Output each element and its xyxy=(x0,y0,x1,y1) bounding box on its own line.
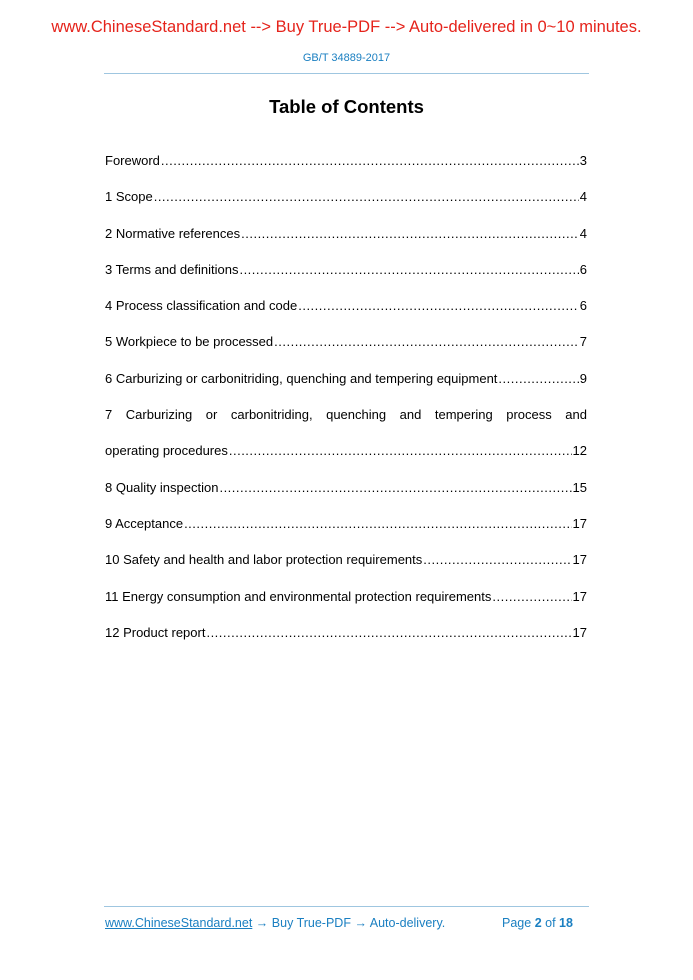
dot-leader xyxy=(161,151,579,171)
toc-entry-page: 15 xyxy=(572,479,587,495)
toc-entry-label: 5 Workpiece to be processed xyxy=(105,334,274,350)
toc-entry-acceptance[interactable] xyxy=(105,514,587,550)
toc-entry-label: 3 Terms and definitions xyxy=(105,261,239,277)
toc-entry-workpiece[interactable] xyxy=(105,332,587,368)
toc-entry-page: 4 xyxy=(579,225,587,241)
toc-entry-terms-definitions[interactable] xyxy=(105,260,587,296)
footer-buy-text: Buy True-PDF xyxy=(271,916,351,930)
page-label: Page xyxy=(502,916,532,930)
header-banner[interactable]: www.ChineseStandard.net --> Buy True-PDF --> Auto-delivered in 0~10 minutes. xyxy=(51,18,642,36)
toc-entry-label: 11 Energy consumption and environmental protection requirements xyxy=(105,588,492,604)
toc-entry-label: 4 Process classification and code xyxy=(105,298,298,314)
toc-entry-label: operating procedures xyxy=(105,443,228,459)
dot-leader xyxy=(423,550,571,570)
toc-entry-label: 12 Product report xyxy=(105,624,206,640)
page-indicator xyxy=(502,916,573,930)
toc-entry-label: 6 Carburizing or carbonitriding, quenching and tempering equipment xyxy=(105,370,498,386)
toc-entry-page: 17 xyxy=(572,624,587,640)
toc-entry-page: 6 xyxy=(579,261,587,277)
toc-entry-page: 17 xyxy=(572,552,587,568)
page-of: of xyxy=(545,916,556,930)
arrow-right-icon: → xyxy=(354,916,367,930)
toc-entry-process-classification[interactable] xyxy=(105,296,587,332)
toc-entry-page: 12 xyxy=(572,443,587,459)
dot-leader xyxy=(492,587,571,607)
toc-entry-page: 3 xyxy=(579,153,587,168)
dot-leader xyxy=(184,514,571,534)
toc-entry-page: 9 xyxy=(579,370,587,386)
arrow-right-icon: → xyxy=(255,916,269,930)
footer-link[interactable] xyxy=(105,916,445,930)
dot-leader xyxy=(241,224,579,244)
toc-entry-energy-environment[interactable] xyxy=(105,587,587,623)
footer-delivery-text: Auto-delivery. xyxy=(369,916,446,930)
page-current: 2 xyxy=(534,916,542,930)
toc-list xyxy=(105,151,587,659)
toc-entry-product-report[interactable] xyxy=(105,623,587,659)
dot-leader xyxy=(219,478,571,498)
header-divider xyxy=(104,73,589,74)
dot-leader xyxy=(239,260,578,280)
toc-entry-process-procedures[interactable] xyxy=(105,405,587,441)
toc-entry-normative-references[interactable] xyxy=(105,224,587,260)
toc-entry-label: 2 Normative references xyxy=(105,225,241,241)
toc-entry-label: Foreword xyxy=(105,153,160,168)
page-total: 18 xyxy=(559,916,573,930)
footer-url[interactable]: www.ChineseStandard.net xyxy=(105,916,253,930)
toc-entry-safety-health[interactable] xyxy=(105,550,587,586)
toc-entry-quality-inspection[interactable] xyxy=(105,478,587,514)
toc-entry-scope[interactable] xyxy=(105,187,587,223)
dot-leader xyxy=(229,441,572,461)
toc-entry-page: 17 xyxy=(572,515,587,531)
toc-entry-page: 17 xyxy=(572,588,587,604)
toc-entry-process-procedures-continued[interactable] xyxy=(105,441,587,477)
toc-entry-equipment[interactable] xyxy=(105,369,587,405)
toc-entry-foreword[interactable] xyxy=(105,151,587,187)
dot-leader xyxy=(206,623,571,643)
toc-entry-label: 7 Carburizing or carbonitriding, quenching and tempering process and xyxy=(105,407,587,423)
toc-entry-page: 7 xyxy=(579,334,587,350)
toc-entry-label: 9 Acceptance xyxy=(105,515,184,531)
toc-entry-page: 4 xyxy=(579,189,587,205)
dot-leader xyxy=(154,187,579,207)
footer-divider xyxy=(104,906,589,907)
dot-leader xyxy=(298,296,579,316)
toc-entry-page: 6 xyxy=(579,298,587,314)
document-code: GB/T 34889-2017 xyxy=(302,52,391,64)
toc-entry-label: 1 Scope xyxy=(105,189,153,205)
toc-entry-label: 10 Safety and health and labor protection requirements xyxy=(105,552,423,568)
toc-entry-label: 8 Quality inspection xyxy=(105,479,219,495)
dot-leader xyxy=(498,369,578,389)
page-title: Table of Contents xyxy=(269,96,424,117)
dot-leader xyxy=(274,332,579,352)
